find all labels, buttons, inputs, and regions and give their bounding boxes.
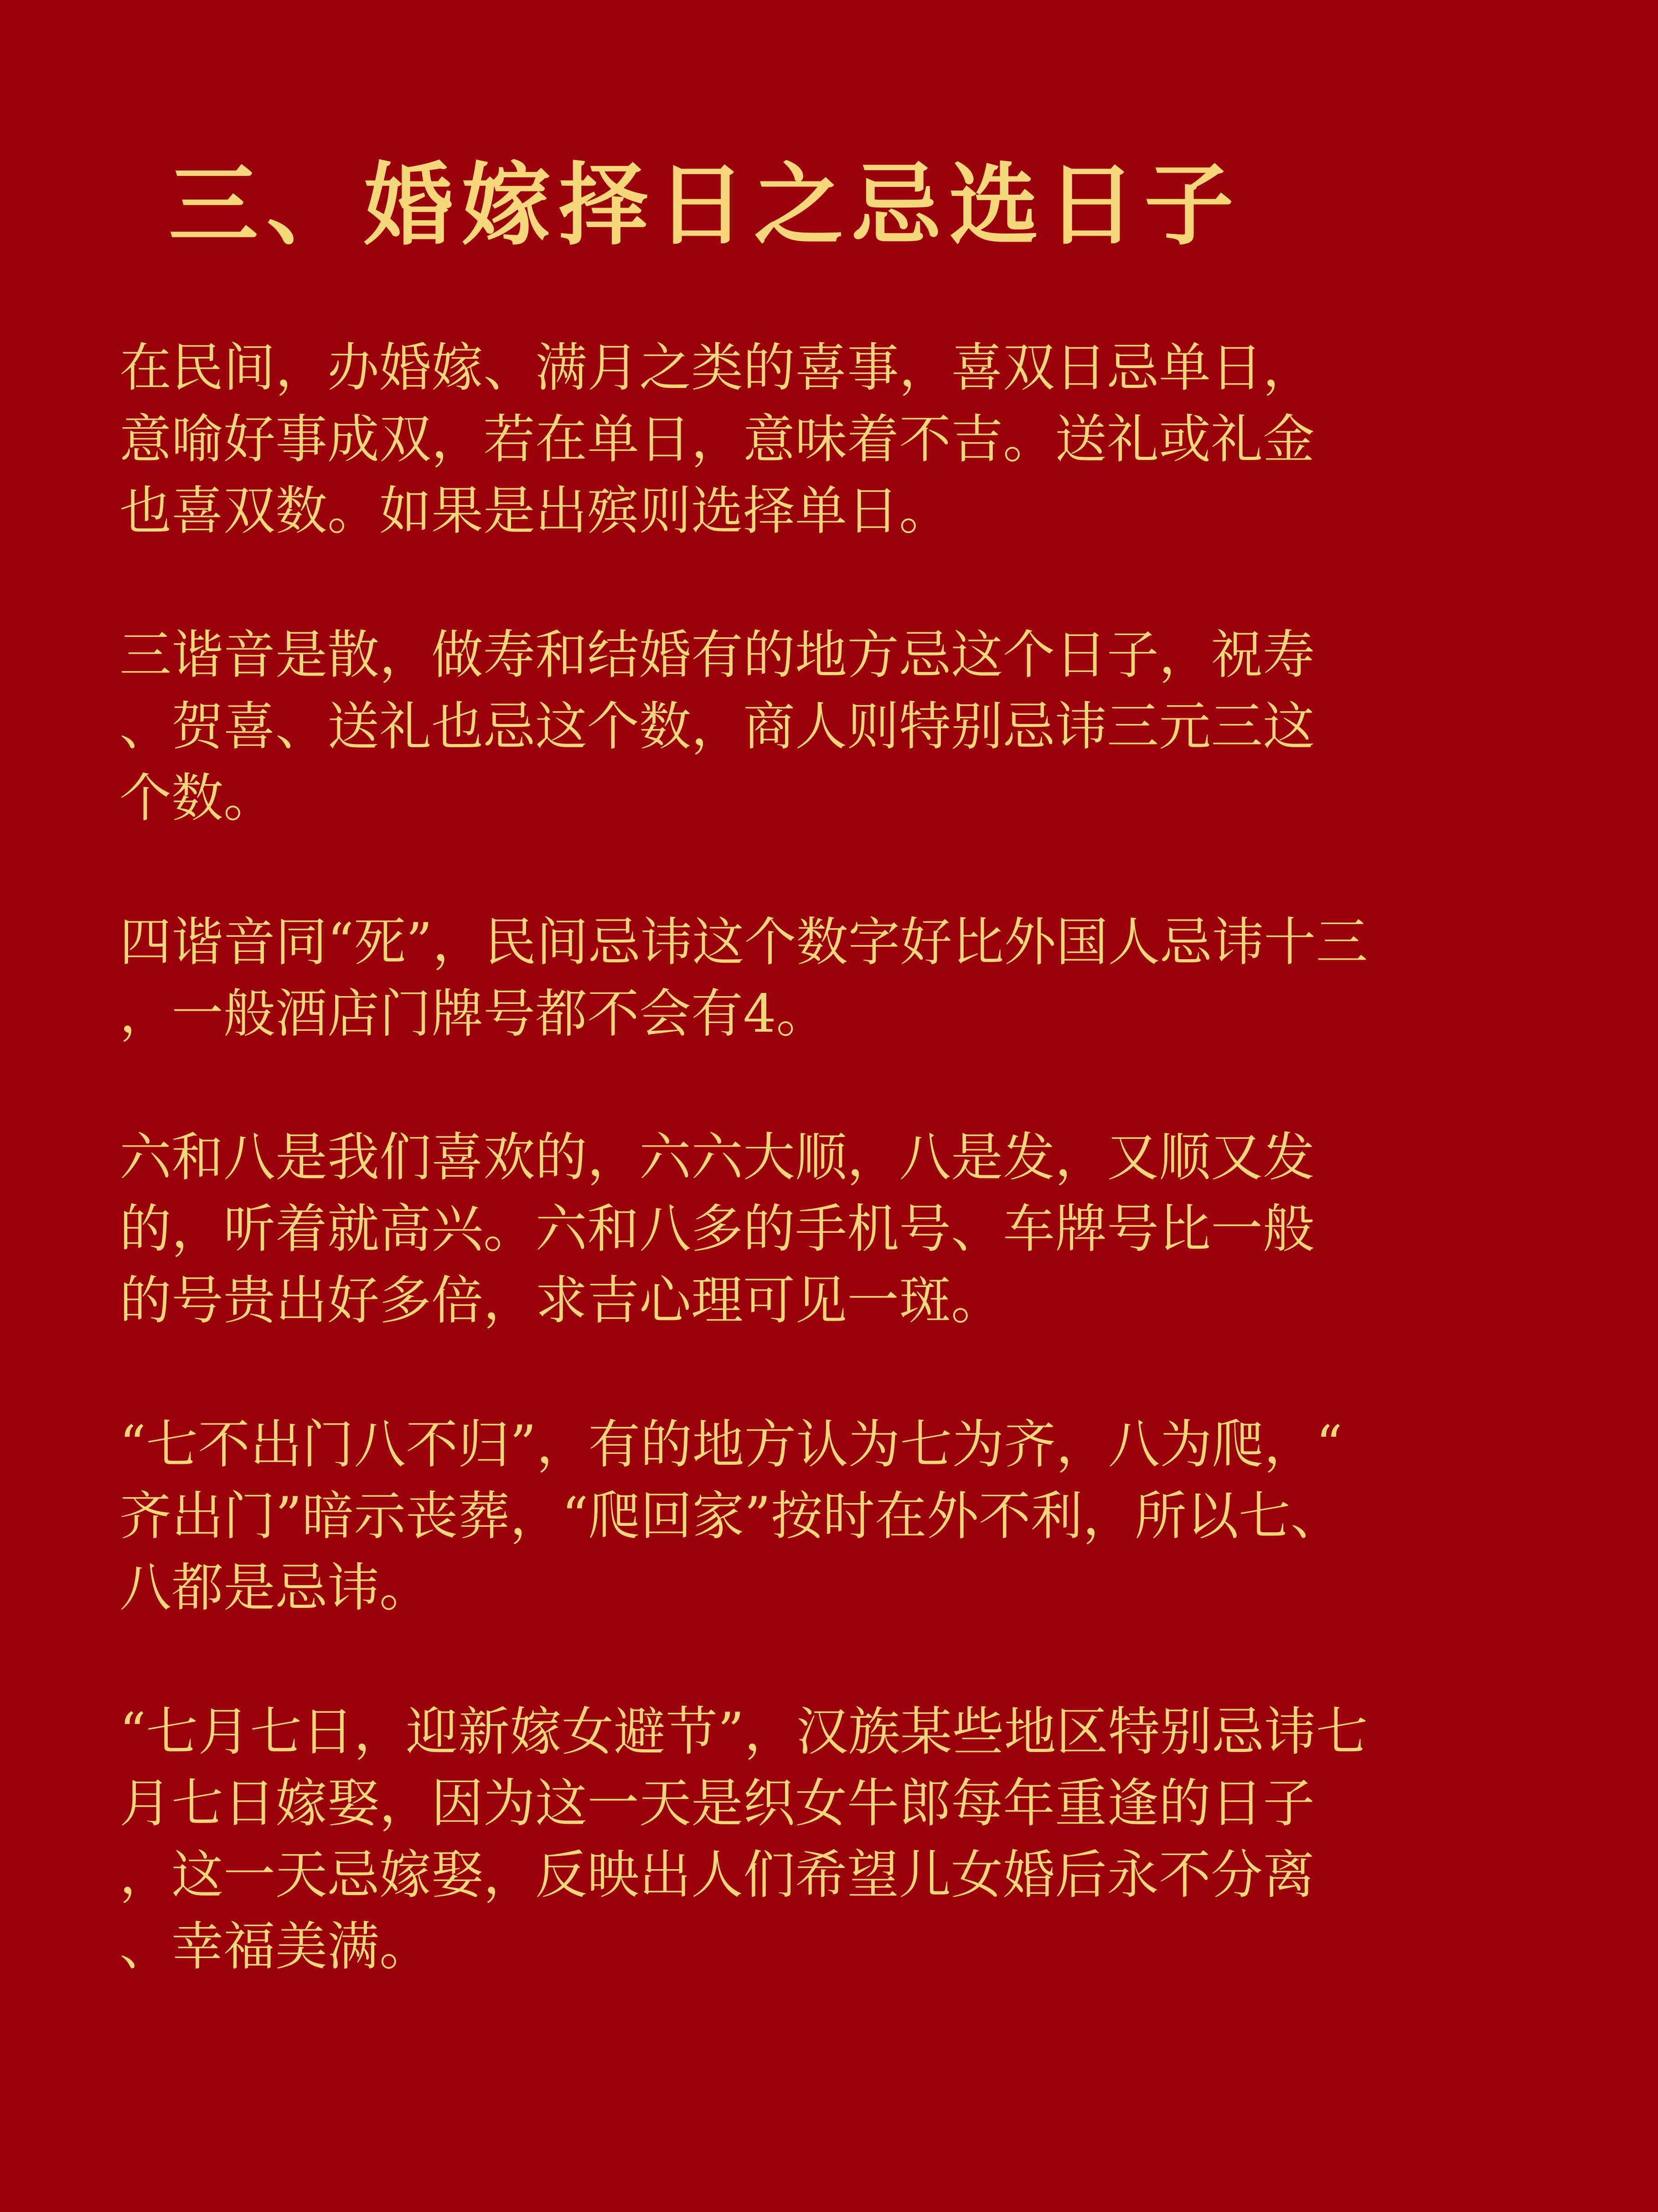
- paragraph-line: 、幸福美满。: [119, 1916, 432, 1977]
- paragraph-line: 个数。: [119, 768, 276, 828]
- paragraph-line: 月七日嫁娶，因为这一天是织女牛郎每年重逢的日子: [119, 1773, 1315, 1834]
- paragraph-number-three: [119, 619, 1619, 834]
- paragraph-line: 意喻好事成双，若在单日，意味着不吉。送礼或礼金: [119, 409, 1315, 470]
- paragraph-line: 齐出门”暗示丧葬，“爬回家”按时在外不利，所以七、: [119, 1486, 1343, 1546]
- paragraph-line: 、贺喜、送礼也忌这个数，商人则特别忌讳三元三这: [119, 696, 1315, 757]
- paragraph-line: 四谐音同“死”，民间忌讳这个数字好比外国人忌讳十三: [119, 912, 1368, 972]
- paragraph-line: “七月七日，迎新嫁女避节”，汉族某些地区特别忌讳七: [119, 1701, 1368, 1762]
- paragraph-number-four: [119, 906, 1619, 1049]
- paragraph-line: 六和八是我们喜欢的，六六大顺，八是发，又顺又发: [119, 1127, 1315, 1188]
- paragraph-even-days: [119, 332, 1619, 547]
- paragraph-line: 的号贵出好多倍，求吉心理可见一斑。: [119, 1270, 1003, 1331]
- paragraph-line: 在民间，办婚嫁、满月之类的喜事，喜双日忌单日，: [119, 337, 1315, 398]
- paragraph-line: ，一般酒店门牌号都不会有4。: [119, 983, 828, 1044]
- paragraph-line: 八都是忌讳。: [119, 1557, 432, 1618]
- paragraph-line: 三谐音是散，做寿和结婚有的地方忌这个日子，祝寿: [119, 625, 1315, 685]
- paragraph-six-and-eight: [119, 1122, 1619, 1336]
- paragraph-line: 的，听着就高兴。六和八多的手机号、车牌号比一般: [119, 1199, 1315, 1259]
- paragraph-line: “七不出门八不归”，有的地方认为七为齐，八为爬，“: [119, 1414, 1343, 1475]
- paragraph-seven-and-eight: [119, 1409, 1619, 1623]
- paragraph-line: ，这一天忌嫁娶，反映出人们希望儿女婚后永不分离: [119, 1845, 1315, 1905]
- paragraph-line: 也喜双数。如果是出殡则选择单日。: [119, 481, 951, 541]
- paragraph-double-seventh: [119, 1696, 1619, 1982]
- page-title: 三、婚嫁择日之忌选日子: [169, 153, 1242, 258]
